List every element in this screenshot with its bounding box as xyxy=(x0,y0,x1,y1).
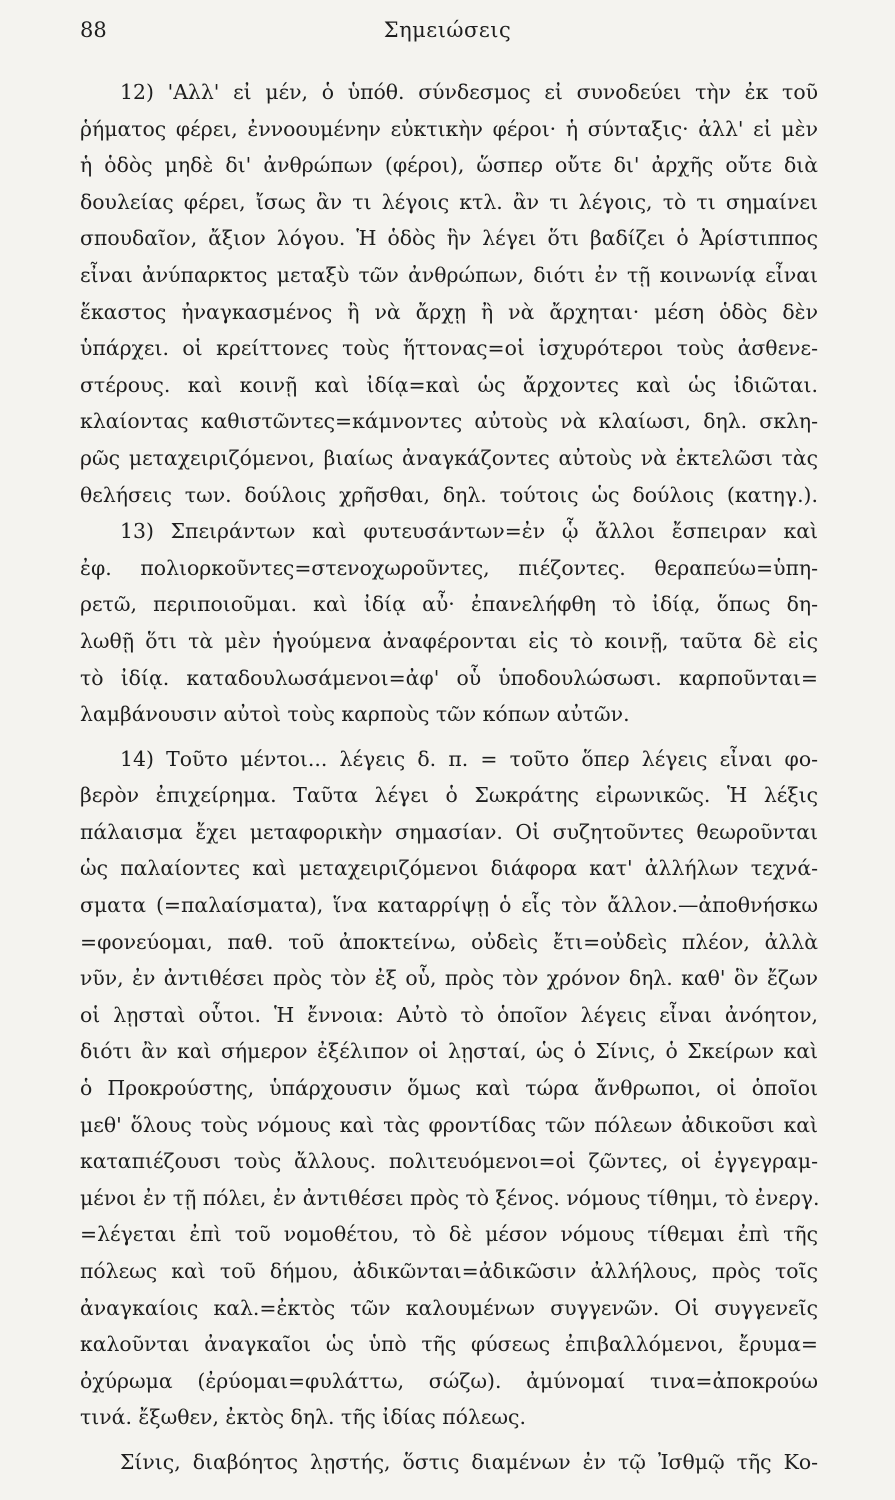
text-line: καταπιέζουσι τοὺς ἄλλους. πολιτευόμενοι=οἱ ζῶντες, οἱ ἐγγεγραμ- xyxy=(80,1149,818,1174)
text-line: ἀναγκαίοις καλ.=ἐκτὸς τῶν καλουμένων συγγενῶν. Οἱ συγγενεῖς xyxy=(80,1295,818,1320)
text-line: οἱ λῃσταὶ οὗτοι. Ἡ ἔννοια: Αὐτὸ τὸ ὁποῖον λέγεις εἶναι ἀνόητον, xyxy=(80,1002,818,1027)
text-line: τινά. ἔξωθεν, ἐκτὸς δηλ. τῆς ἰδίας πόλεως. xyxy=(80,1405,526,1430)
text-line: λαμβάνουσιν αὐτοὶ τοὺς καρποὺς τῶν κόπων αὐτῶν. xyxy=(80,702,630,727)
sinis-note-line: Σίνις, διαβόητος λῃστής, ὅστις διαμένων ἐν τῷ Ἰσθμῷ τῆς Κο- xyxy=(120,1449,818,1474)
note-14-line: 14) Τοῦτο μέντοι... λέγεις δ. π. = τοῦτο ὅπερ λέγεις εἶναι φο- xyxy=(120,746,818,771)
page-number: 88 xyxy=(80,18,107,42)
running-title: Σημειώσεις xyxy=(383,18,512,42)
text-line: δουλείας φέρει, ἴσως ἂν τι λέγοις κτλ. ἂν τι λέγοις, τὸ τι σημαίνει xyxy=(80,189,818,214)
text-line: πόλεως καὶ τοῦ δήμου, ἀδικῶνται=ἀδικῶσιν ἀλλήλους, πρὸς τοῖς xyxy=(80,1259,818,1283)
note-13-line: 13) Σπειράντων καὶ φυτευσάντων=ἐν ᾧ ἄλλοι ἔσπειραν καὶ xyxy=(120,519,818,544)
notes-body xyxy=(80,74,818,1481)
text-line: διότι ἂν καὶ σήμερον ἐξέλιπον οἱ λῃσταί, ὡς ὁ Σίνις, ὁ Σκείρων καὶ xyxy=(80,1039,818,1064)
text-line: ὡς παλαίοντες καὶ μεταχειριζόμενοι διάφορα κατ' ἀλλήλων τεχνά- xyxy=(80,856,818,881)
text-line: πάλαισμα ἔχει μεταφορικὴν σημασίαν. Οἱ συζητοῦντες θεωροῦνται xyxy=(80,819,818,844)
text-line: σματα (=παλαίσματα), ἵνα καταρρίψῃ ὁ εἷς τὸν ἄλλον.—ἀποθνήσκω xyxy=(80,893,818,918)
text-line: ὁ Προκρούστης, ὑπάρχουσιν ὅμως καὶ τώρα ἄνθρωποι, οἱ ὁποῖοι xyxy=(80,1076,818,1101)
text-line: θελήσεις των. δούλοις χρῆσθαι, δηλ. τούτοις ὡς δούλοις (κατηγ.). xyxy=(80,482,818,507)
text-line: νῦν, ἐν ἀντιθέσει πρὸς τὸν ἐξ οὗ, πρὸς τὸν χρόνον δηλ. καθ' ὃν ἔζων xyxy=(80,966,818,991)
text-line: εἶναι ἀνύπαρκτος μεταξὺ τῶν ἀνθρώπων, διότι ἐν τῇ κοινωνίᾳ εἶναι xyxy=(80,262,818,287)
text-line: κλαίοντας καθιστῶντες=κάμνοντες αὐτοὺς νὰ κλαίωσι, δηλ. σκλη- xyxy=(80,409,818,434)
text-line: μεθ' ὅλους τοὺς νόμους καὶ τὰς φροντίδας τῶν πόλεων ἀδικοῦσι καὶ xyxy=(80,1112,818,1137)
text-line: μένοι ἐν τῇ πόλει, ἐν ἀντιθέσει πρὸς τὸ ξένος. νόμους τίθημι, τὸ ἐνεργ. xyxy=(80,1185,820,1210)
page-header xyxy=(80,18,815,54)
text-line: ὀχύρωμα (ἐρύομαι=φυλάττω, σώζω). ἀμύνομαί τινα=ἀποκρούω xyxy=(80,1368,818,1393)
text-line: =λέγεται ἐπὶ τοῦ νομοθέτου, τὸ δὲ μέσον νόμους τίθεμαι ἐπὶ τῆς xyxy=(80,1222,818,1247)
text-line: βερὸν ἐπιχείρημα. Ταῦτα λέγει ὁ Σωκράτης εἰρωνικῶς. Ἡ λέξις xyxy=(80,783,818,808)
text-line: λωθῇ ὅτι τὰ μὲν ἡγούμενα ἀναφέρονται εἰς τὸ κοινῇ, ταῦτα δὲ εἰς xyxy=(80,628,818,653)
text-line: ρετῶ, περιποιοῦμαι. καὶ ἰδίᾳ αὖ· ἐπανελήφθη τὸ ἰδίᾳ, ὅπως δη- xyxy=(80,592,818,617)
note-12-line: 12) 'Αλλ' εἰ μέν, ὁ ὑπόθ. σύνδεσμος εἰ συνοδεύει τὴν ἐκ τοῦ xyxy=(120,80,818,104)
text-line: ῥήματος φέρει, ἐννοουμένην εὐκτικὴν φέροι· ἡ σύνταξις· ἀλλ' εἰ μὲν xyxy=(80,116,818,141)
text-line: ἕκαστος ἠναγκασμένος ἢ νὰ ἄρχῃ ἢ νὰ ἄρχηται· μέση ὁδὸς δὲν xyxy=(80,299,818,324)
text-line: ἐφ. πολιορκοῦντες=στενοχωροῦντες, πιέζοντες. θεραπεύω=ὑπη- xyxy=(80,555,818,580)
text-line: =φονεύομαι, παθ. τοῦ ἀποκτείνω, οὐδεὶς ἔτι=οὐδεὶς πλέον, ἀλλὰ xyxy=(80,929,818,954)
text-line: σπουδαῖον, ἄξιον λόγου. Ἡ ὁδὸς ἣν λέγει ὅτι βαδίζει ὁ Ἀρίστιππος xyxy=(80,226,818,251)
text-line: ρῶς μεταχειριζόμενοι, βιαίως ἀναγκάζοντες αὐτοὺς νὰ ἐκτελῶσι τὰς xyxy=(80,445,818,470)
text-line: ὑπάρχει. οἱ κρείττονες τοὺς ἥττονας=οἱ ἰσχυρότεροι τοὺς ἀσθενε- xyxy=(80,336,818,361)
text-line: στέρους. καὶ κοινῇ καὶ ἰδίᾳ=καὶ ὡς ἄρχοντες καὶ ὡς ἰδιῶται. xyxy=(80,372,818,397)
text-line: καλοῦνται ἀναγκαῖοι ὡς ὑπὸ τῆς φύσεως ἐπιβαλλόμενοι, ἔρυμα= xyxy=(80,1332,818,1357)
text-line: ἡ ὁδὸς μηδὲ δι' ἀνθρώπων (φέροι), ὥσπερ οὔτε δι' ἀρχῆς οὔτε διὰ xyxy=(80,153,818,178)
text-line: τὸ ἰδίᾳ. καταδουλωσάμενοι=ἀφ' οὗ ὑποδουλώσωσι. καρποῦνται= xyxy=(80,665,818,690)
